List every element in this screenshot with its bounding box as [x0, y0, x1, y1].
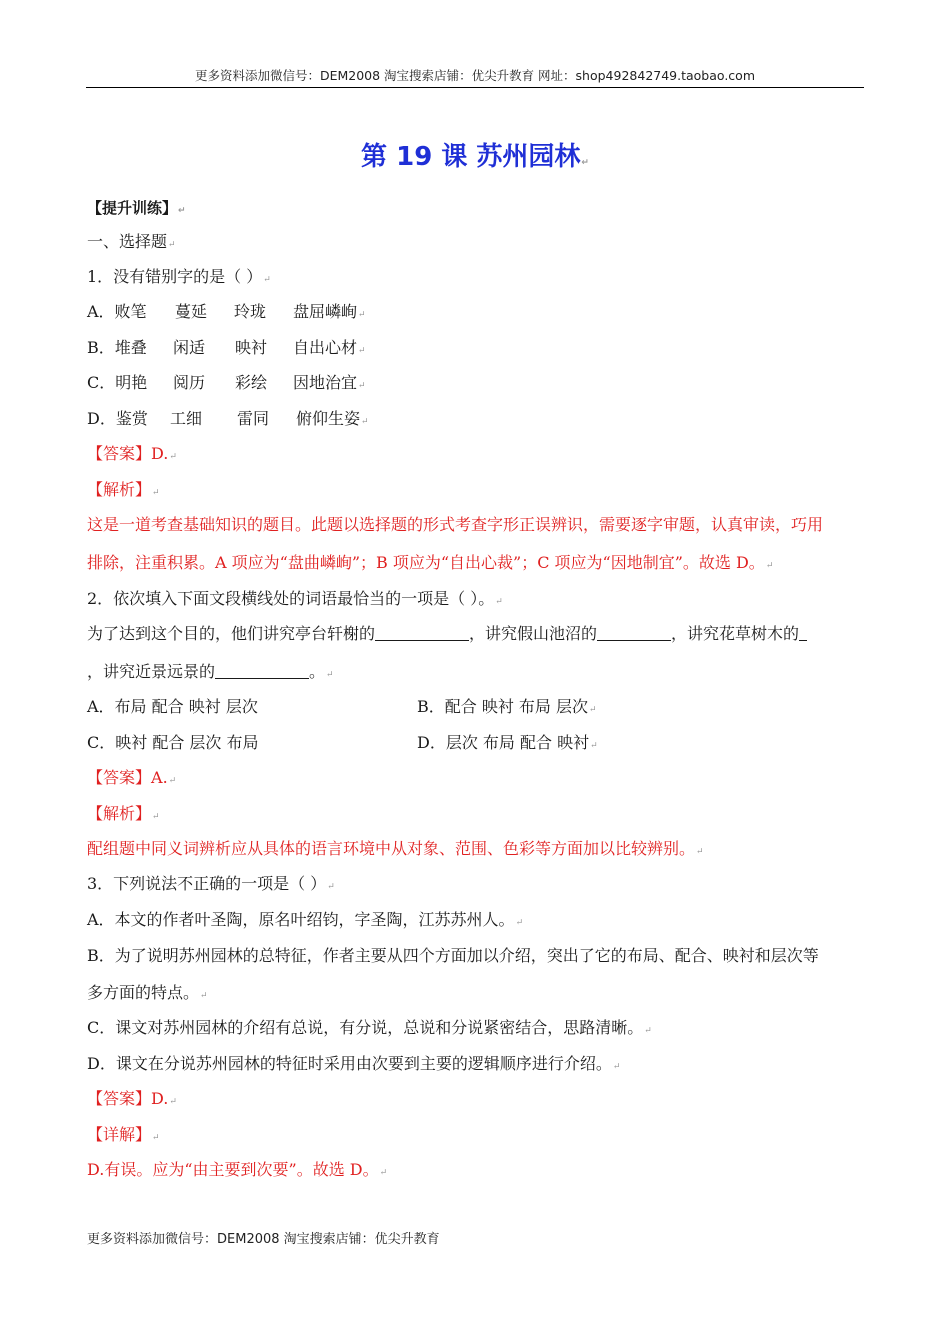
- question-3-answer: 【答案】D.↵: [87, 1089, 177, 1108]
- question-3-stem-text: 3．下列说法不正确的一项是（ ）: [87, 874, 327, 893]
- fill-blank-1: [375, 624, 469, 641]
- option-a-word-1: A．败笔: [87, 302, 147, 321]
- question-1-analysis-label: 【解析】↵: [87, 480, 160, 499]
- question-2-option-c: [87, 733, 259, 753]
- question-3-stem: 3．下列说法不正确的一项是（ ）↵: [87, 874, 335, 893]
- passage-fragment-1: 为了达到这个目的，他们讲究亭台轩榭的: [87, 624, 376, 643]
- analysis-label: 【解析】: [87, 480, 152, 499]
- answer-label: 【答案】: [87, 444, 152, 463]
- option-d-word-2: 工细: [170, 409, 203, 428]
- option-a-word-2: 蔓延: [175, 302, 208, 321]
- analysis-text: 配组题中同义词辨析应从具体的语言环境中从对象、范围、色彩等方面加以比较辨别。: [87, 839, 696, 858]
- question-2-analysis: 配组题中同义词辨析应从具体的语言环境中从对象、范围、色彩等方面加以比较辨别。↵: [87, 839, 704, 858]
- option-b-word-1: B．堆叠: [87, 338, 147, 357]
- question-3-detail: D.有误。应为“由主要到次要”。故选 D。↵: [87, 1160, 388, 1179]
- option-b-text: 多方面的特点。: [87, 983, 200, 1002]
- question-1-stem-text: 1．没有错别字的是（ ）: [87, 267, 263, 286]
- question-1-stem: 1．没有错别字的是（ ）↵: [87, 267, 271, 286]
- question-1-answer: 【答案】D.↵: [87, 444, 177, 463]
- option-b-word-3: 映衬: [235, 338, 268, 357]
- answer-value: D.: [151, 1089, 169, 1108]
- question-2-option-b: B．配合 映衬 布局 层次↵: [417, 697, 597, 716]
- question-2-passage-line-1: [87, 624, 807, 644]
- option-c-word-1: C．明艳: [87, 373, 148, 392]
- answer-value: D.: [151, 444, 169, 463]
- passage-fragment-5: 。: [309, 662, 326, 681]
- option-c-word-4: 因地治宜: [293, 373, 358, 392]
- analysis-text: 排除，注重积累。A 项应为“盘曲嶙峋”；B 项应为“自出心裁”；C 项应为“因地制宜”。故选 D。: [87, 553, 765, 572]
- option-c-word-2: 阅历: [173, 373, 206, 392]
- part-heading-text: 一、选择题: [87, 232, 168, 251]
- question-3-option-a: A．本文的作者叶圣陶，原名叶绍钧，字圣陶，江苏苏州人。↵: [87, 910, 524, 929]
- detail-label: 【详解】: [87, 1125, 152, 1144]
- option-c-text: C．课文对苏州园林的介绍有总说，有分说，总说和分说紧密结合，思路清晰。: [87, 1018, 644, 1037]
- question-3-option-b-line-1: B．为了说明苏州园林的总特征，作者主要从四个方面加以介绍，突出了它的布局、配合、映衬和层次等: [87, 946, 819, 965]
- detail-text: D.有误。应为“由主要到次要”。故选 D。: [87, 1160, 379, 1179]
- question-2-answer: 【答案】A.↵: [87, 768, 177, 787]
- question-3-option-d: D．课文在分说苏州园林的特征时采用由次要到主要的逻辑顺序进行介绍。↵: [87, 1054, 621, 1073]
- page-header: 更多资料添加微信号：DEM2008 淘宝搜索店铺：优尖升教育 网址：shop492842749.taobao.com: [194, 68, 756, 83]
- question-2-stem: 2．依次填入下面文段横线处的词语最恰当的一项是（ ）。↵: [87, 589, 503, 608]
- section-heading-text: 【提升训练】: [87, 199, 178, 217]
- option-a-text: A．本文的作者叶圣陶，原名叶绍钧，字圣陶，江苏苏州人。: [87, 910, 515, 929]
- question-2-passage-line-2: ，讲究近景远景的 。↵: [87, 662, 334, 681]
- question-2-option-a: [87, 697, 258, 717]
- question-1-option-b: B．堆叠 闲适 映衬 自出心材↵: [87, 338, 366, 357]
- answer-label: 【答案】: [87, 768, 152, 787]
- option-d-text: D．层次 布局 配合 映衬: [417, 733, 590, 752]
- part-heading: 一、选择题↵: [87, 232, 176, 251]
- lesson-title: 第 19 课 苏州园林↵: [361, 142, 589, 172]
- page-footer: 更多资料添加微信号：DEM2008 淘宝搜索店铺：优尖升教育: [87, 1232, 440, 1247]
- question-2-option-d: D．层次 布局 配合 映衬↵: [417, 733, 598, 752]
- fill-blank-4: [215, 662, 309, 679]
- passage-fragment-3: ，讲究花草树木的: [671, 624, 800, 643]
- question-3-option-c: C．课文对苏州园林的介绍有总说，有分说，总说和分说紧密结合，思路清晰。↵: [87, 1018, 652, 1037]
- answer-label: 【答案】: [87, 1089, 152, 1108]
- question-1-option-c: C．明艳 阅历 彩绘 因地治宜↵: [87, 373, 366, 392]
- fill-blank-2: [597, 624, 671, 641]
- question-1-option-a: A．败笔 蔓延 玲珑 盘屈嶙峋↵: [87, 302, 366, 321]
- option-b-word-2: 闲适: [173, 338, 206, 357]
- analysis-label: 【解析】: [87, 804, 152, 823]
- option-a-word-4: 盘屈嶙峋: [293, 302, 358, 321]
- question-1-option-d: D．鉴赏 工细 雷同 俯仰生姿↵: [87, 409, 369, 428]
- option-d-text: D．课文在分说苏州园林的特征时采用由次要到主要的逻辑顺序进行介绍。: [87, 1054, 612, 1073]
- option-a-word-3: 玲珑: [234, 302, 267, 321]
- passage-fragment-4: ，讲究近景远景的: [87, 662, 216, 681]
- option-c-word-3: 彩绘: [235, 373, 268, 392]
- question-3-option-b-line-2: 多方面的特点。↵: [87, 983, 208, 1002]
- option-d-word-3: 雷同: [237, 409, 270, 428]
- option-b-text: B．配合 映衬 布局 层次: [417, 697, 589, 716]
- fill-blank-3: [799, 624, 807, 641]
- question-1-analysis-line-1: 这是一道考查基础知识的题目。此题以选择题的形式考查字形正误辨识，需要逐字审题，认真审读，巧用: [87, 515, 824, 534]
- option-a-text: A．布局 配合 映衬 层次: [87, 697, 258, 716]
- question-2-analysis-label: 【解析】↵: [87, 804, 160, 823]
- option-c-text: C．映衬 配合 层次 布局: [87, 733, 259, 752]
- passage-fragment-2: ，讲究假山池沼的: [469, 624, 598, 643]
- option-b-word-4: 自出心材: [293, 338, 358, 357]
- question-1-analysis-line-2: 排除，注重积累。A 项应为“盘曲嶙峋”；B 项应为“自出心裁”；C 项应为“因地制宜”。故选 D。↵: [87, 553, 774, 572]
- option-d-word-4: 俯仰生姿: [296, 409, 361, 428]
- header-divider: [86, 87, 864, 88]
- question-3-detail-label: 【详解】↵: [87, 1125, 160, 1144]
- answer-value: A.: [151, 768, 168, 787]
- lesson-title-text: 第 19 课 苏州园林: [361, 142, 581, 172]
- question-2-stem-text: 2．依次填入下面文段横线处的词语最恰当的一项是（ ）。: [87, 589, 495, 608]
- section-heading: 【提升训练】↵: [87, 199, 186, 217]
- option-d-word-1: D．鉴赏: [87, 409, 148, 428]
